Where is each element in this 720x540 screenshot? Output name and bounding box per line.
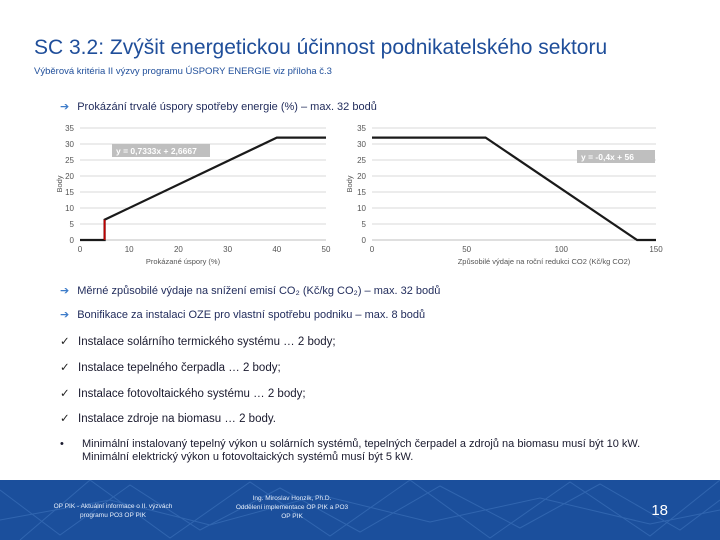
y-tick-label: 0 <box>361 236 366 245</box>
checkmark-icon: ✓ <box>60 413 70 425</box>
bullet-oze <box>60 308 425 321</box>
x-tick-label: 30 <box>223 245 233 254</box>
y-tick-label: 25 <box>65 156 74 165</box>
x-tick-label: 20 <box>173 245 183 254</box>
equation-label: y = -0,4x + 56 <box>581 152 634 162</box>
footer-center: Ing. Miroslav Honzík, Ph.D. Oddělení implementace OP PIK a PO3 OP PIK <box>235 495 349 520</box>
arrow-icon: ➔ <box>60 101 70 113</box>
y-tick-label: 0 <box>69 236 74 245</box>
check-item: ✓ Instalace fotovoltaického systému … 2 body; <box>60 388 306 400</box>
x-tick-label: 40 <box>272 245 282 254</box>
arrow-icon: ➔ <box>60 309 70 321</box>
y-tick-label: 35 <box>65 124 74 133</box>
y-tick-label: 25 <box>357 156 366 165</box>
slide-title: SC 3.2: Zvýšit energetickou účinnost podnikatelského sektoru <box>34 36 608 59</box>
y-tick-label: 15 <box>357 188 366 197</box>
footer-left: OP PIK - Aktuální informace o II. výzvách programu PO3 OP PIK <box>53 503 173 519</box>
bullet-co2 <box>60 284 440 297</box>
x-tick-label: 100 <box>554 245 569 254</box>
x-tick-label: 150 <box>649 245 663 254</box>
checkmark-icon: ✓ <box>60 336 70 348</box>
x-tick-label: 50 <box>462 245 472 254</box>
checkmark-icon: ✓ <box>60 362 70 374</box>
slide-subtitle: Výběrová kritéria II výzvy programu ÚSPORY ENERGIE viz příloha č.3 <box>34 66 332 77</box>
y-tick-label: 20 <box>357 172 366 181</box>
note-text: Minimální instalovaný tepelný výkon u solárních systémů, tepelných čerpadel a zdrojů na biomasu musí být 10 kW. Minimální elektrický výkon u fotovoltaických systémů musí být 5 kW. <box>82 438 641 463</box>
bullet-text: Bonifikace za instalaci OZE pro vlastní spotřebu podniku – max. 8 bodů <box>77 309 426 321</box>
y-tick-label: 35 <box>357 124 366 133</box>
y-tick-label: 5 <box>361 220 366 229</box>
bullet-text: Měrné způsobilé výdaje na snížení emisí CO₂ (Kč/kg CO₂) – max. 32 bodů <box>77 285 441 297</box>
x-axis-label: Prokázané úspory (%) <box>145 257 221 266</box>
chart-co2-costs <box>340 118 670 278</box>
x-tick-label: 50 <box>321 245 331 254</box>
y-tick-label: 30 <box>357 140 366 149</box>
check-item: ✓ Instalace tepelného čerpadla … 2 body; <box>60 362 281 374</box>
y-tick-label: 5 <box>69 220 74 229</box>
x-axis-label: Způsobilé výdaje na roční redukci CO2 (Kč/kg CO2) <box>457 257 631 266</box>
page-number: 18 <box>651 502 668 519</box>
x-tick-label: 0 <box>77 245 83 254</box>
y-tick-label: 10 <box>65 204 74 213</box>
checkmark-icon: ✓ <box>60 388 70 400</box>
check-item: ✓ Instalace zdroje na biomasu … 2 body. <box>60 413 276 425</box>
x-tick-label: 10 <box>124 245 134 254</box>
y-axis-label: Body <box>345 175 354 193</box>
y-tick-label: 15 <box>65 188 74 197</box>
y-tick-label: 20 <box>65 172 74 181</box>
minimum-power-note <box>60 438 670 464</box>
bullet-savings <box>60 100 377 113</box>
bullet-dot: • <box>60 438 64 450</box>
bullet-text: Prokázání trvalé úspory spotřeby energie (%) – max. 32 bodů <box>77 101 377 113</box>
check-item: ✓ Instalace solárního termického systému … 2 body; <box>60 336 336 348</box>
footer-bar <box>0 480 720 540</box>
y-axis-label: Body <box>55 175 64 193</box>
x-tick-label: 0 <box>369 245 375 254</box>
y-tick-label: 30 <box>65 140 74 149</box>
equation-label: y = 0,7333x + 2,6667 <box>116 146 197 156</box>
chart-savings <box>50 118 350 278</box>
arrow-icon: ➔ <box>60 285 70 297</box>
y-tick-label: 10 <box>357 204 366 213</box>
